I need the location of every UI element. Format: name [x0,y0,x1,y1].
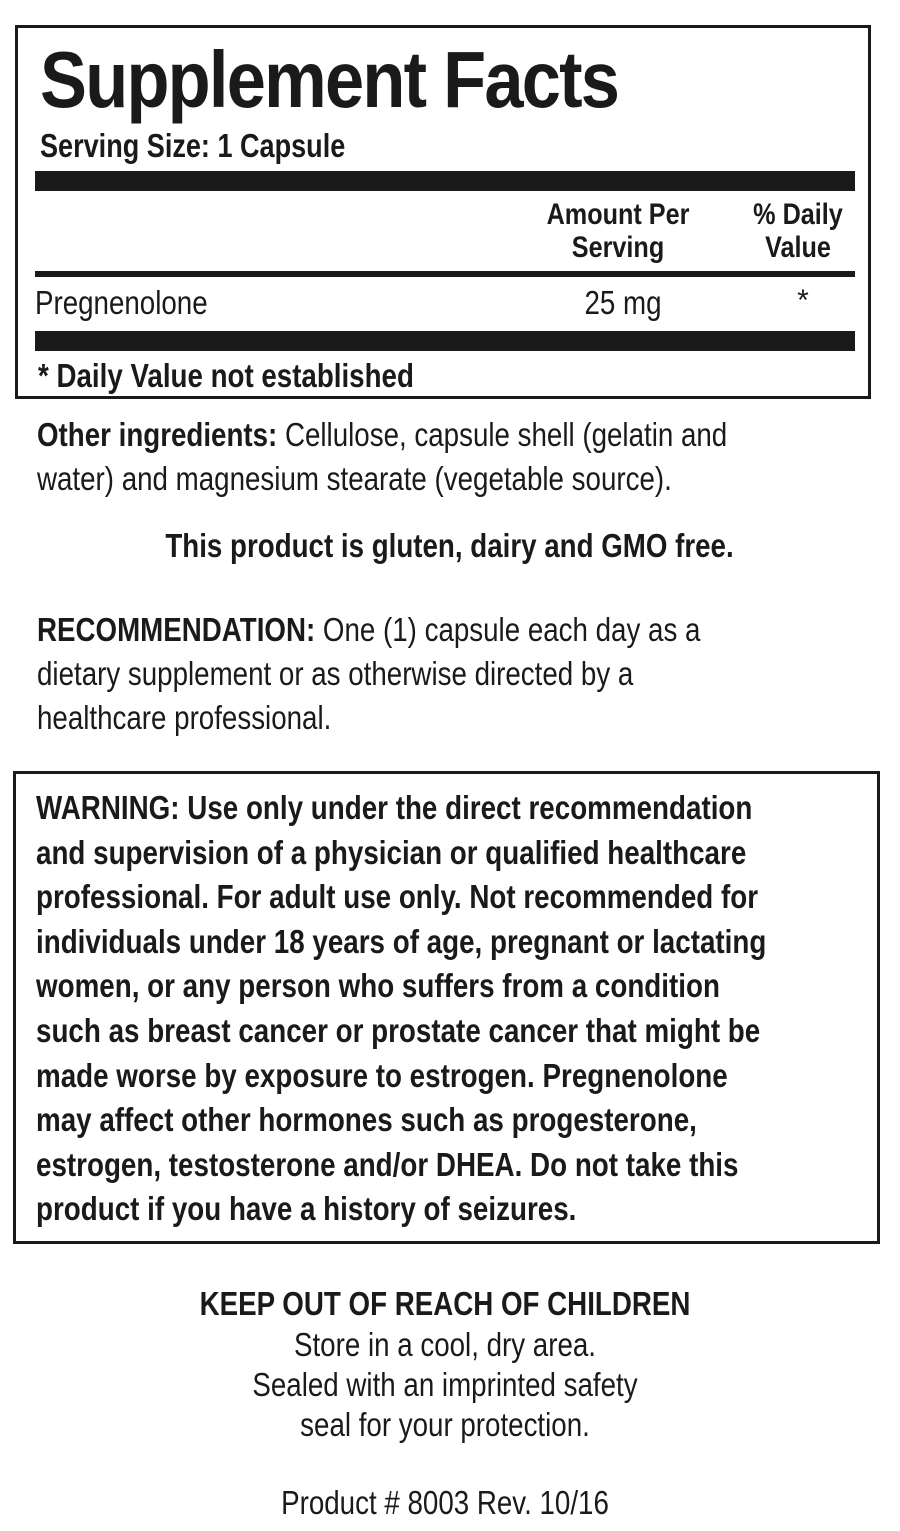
other-ingredients-line2: water) and magnesium stearate (vegetable source). [37,460,672,497]
other-ingredients-line1: Cellulose, capsule shell (gelatin and [277,416,728,453]
recommendation [37,608,700,740]
warning-line: professional. For adult use only. Not recommended for [36,878,759,916]
warning-line: may affect other hormones such as progesterone, [36,1101,697,1139]
storage-line3: seal for your protection. [300,1406,590,1443]
supplement-facts-panel [15,25,871,399]
thick-divider-top [35,171,855,191]
ingredient-daily-value: * [797,284,809,317]
thin-divider [35,271,855,277]
supplement-facts-title: Supplement Facts [40,35,619,124]
warning-line: women, or any person who suffers from a condition [36,967,720,1005]
warning-line: such as breast cancer or prostate cancer that might be [36,1011,761,1049]
daily-value-footnote: * Daily Value not established [38,357,414,394]
allergen-free-statement: This product is gluten, dairy and GMO free. [165,527,734,564]
warning-line: individuals under 18 years of age, pregnant or lactating [36,922,767,960]
recommendation-line3: healthcare professional. [37,699,332,736]
keep-out-of-reach: KEEP OUT OF REACH OF CHILDREN [199,1285,691,1322]
warning-line: estrogen, testosterone and/or DHEA. Do not take this [36,1145,739,1183]
amount-per-serving-header [534,198,702,264]
other-ingredients [37,413,727,501]
ingredient-name: Pregnenolone [35,284,208,321]
warning-line: made worse by exposure to estrogen. Pregnenolone [36,1056,728,1094]
serving-size: Serving Size: 1 Capsule [40,127,346,164]
storage-line1: Store in a cool, dry area. [293,1326,597,1363]
product-number: Product # 8003 Rev. 10/16 [281,1484,609,1521]
recommendation-line2: dietary supplement or as otherwise directed by a [37,655,634,692]
amount-header-line2: Serving [571,231,665,264]
warning-line: WARNING: Use only under the direct recommendation [36,789,753,826]
warning-text [36,786,766,1232]
amount-header-line1: Amount Per [546,198,690,231]
recommendation-line1: One (1) capsule each day as a [315,611,701,648]
thick-divider-bottom [35,331,855,351]
storage-line2: Sealed with an imprinted safety [252,1366,638,1403]
recommendation-label: RECOMMENDATION: [37,611,316,648]
daily-value-header [722,198,873,264]
warning-line: product if you have a history of seizures. [36,1190,577,1228]
dv-header-line2: Value [765,231,831,264]
other-ingredients-label: Other ingredients: [37,416,278,453]
ingredient-amount: 25 mg [584,284,662,321]
warning-box [13,771,880,1244]
warning-line: and supervision of a physician or qualified healthcare [36,833,747,871]
dv-header-line1: % Daily [753,198,843,231]
